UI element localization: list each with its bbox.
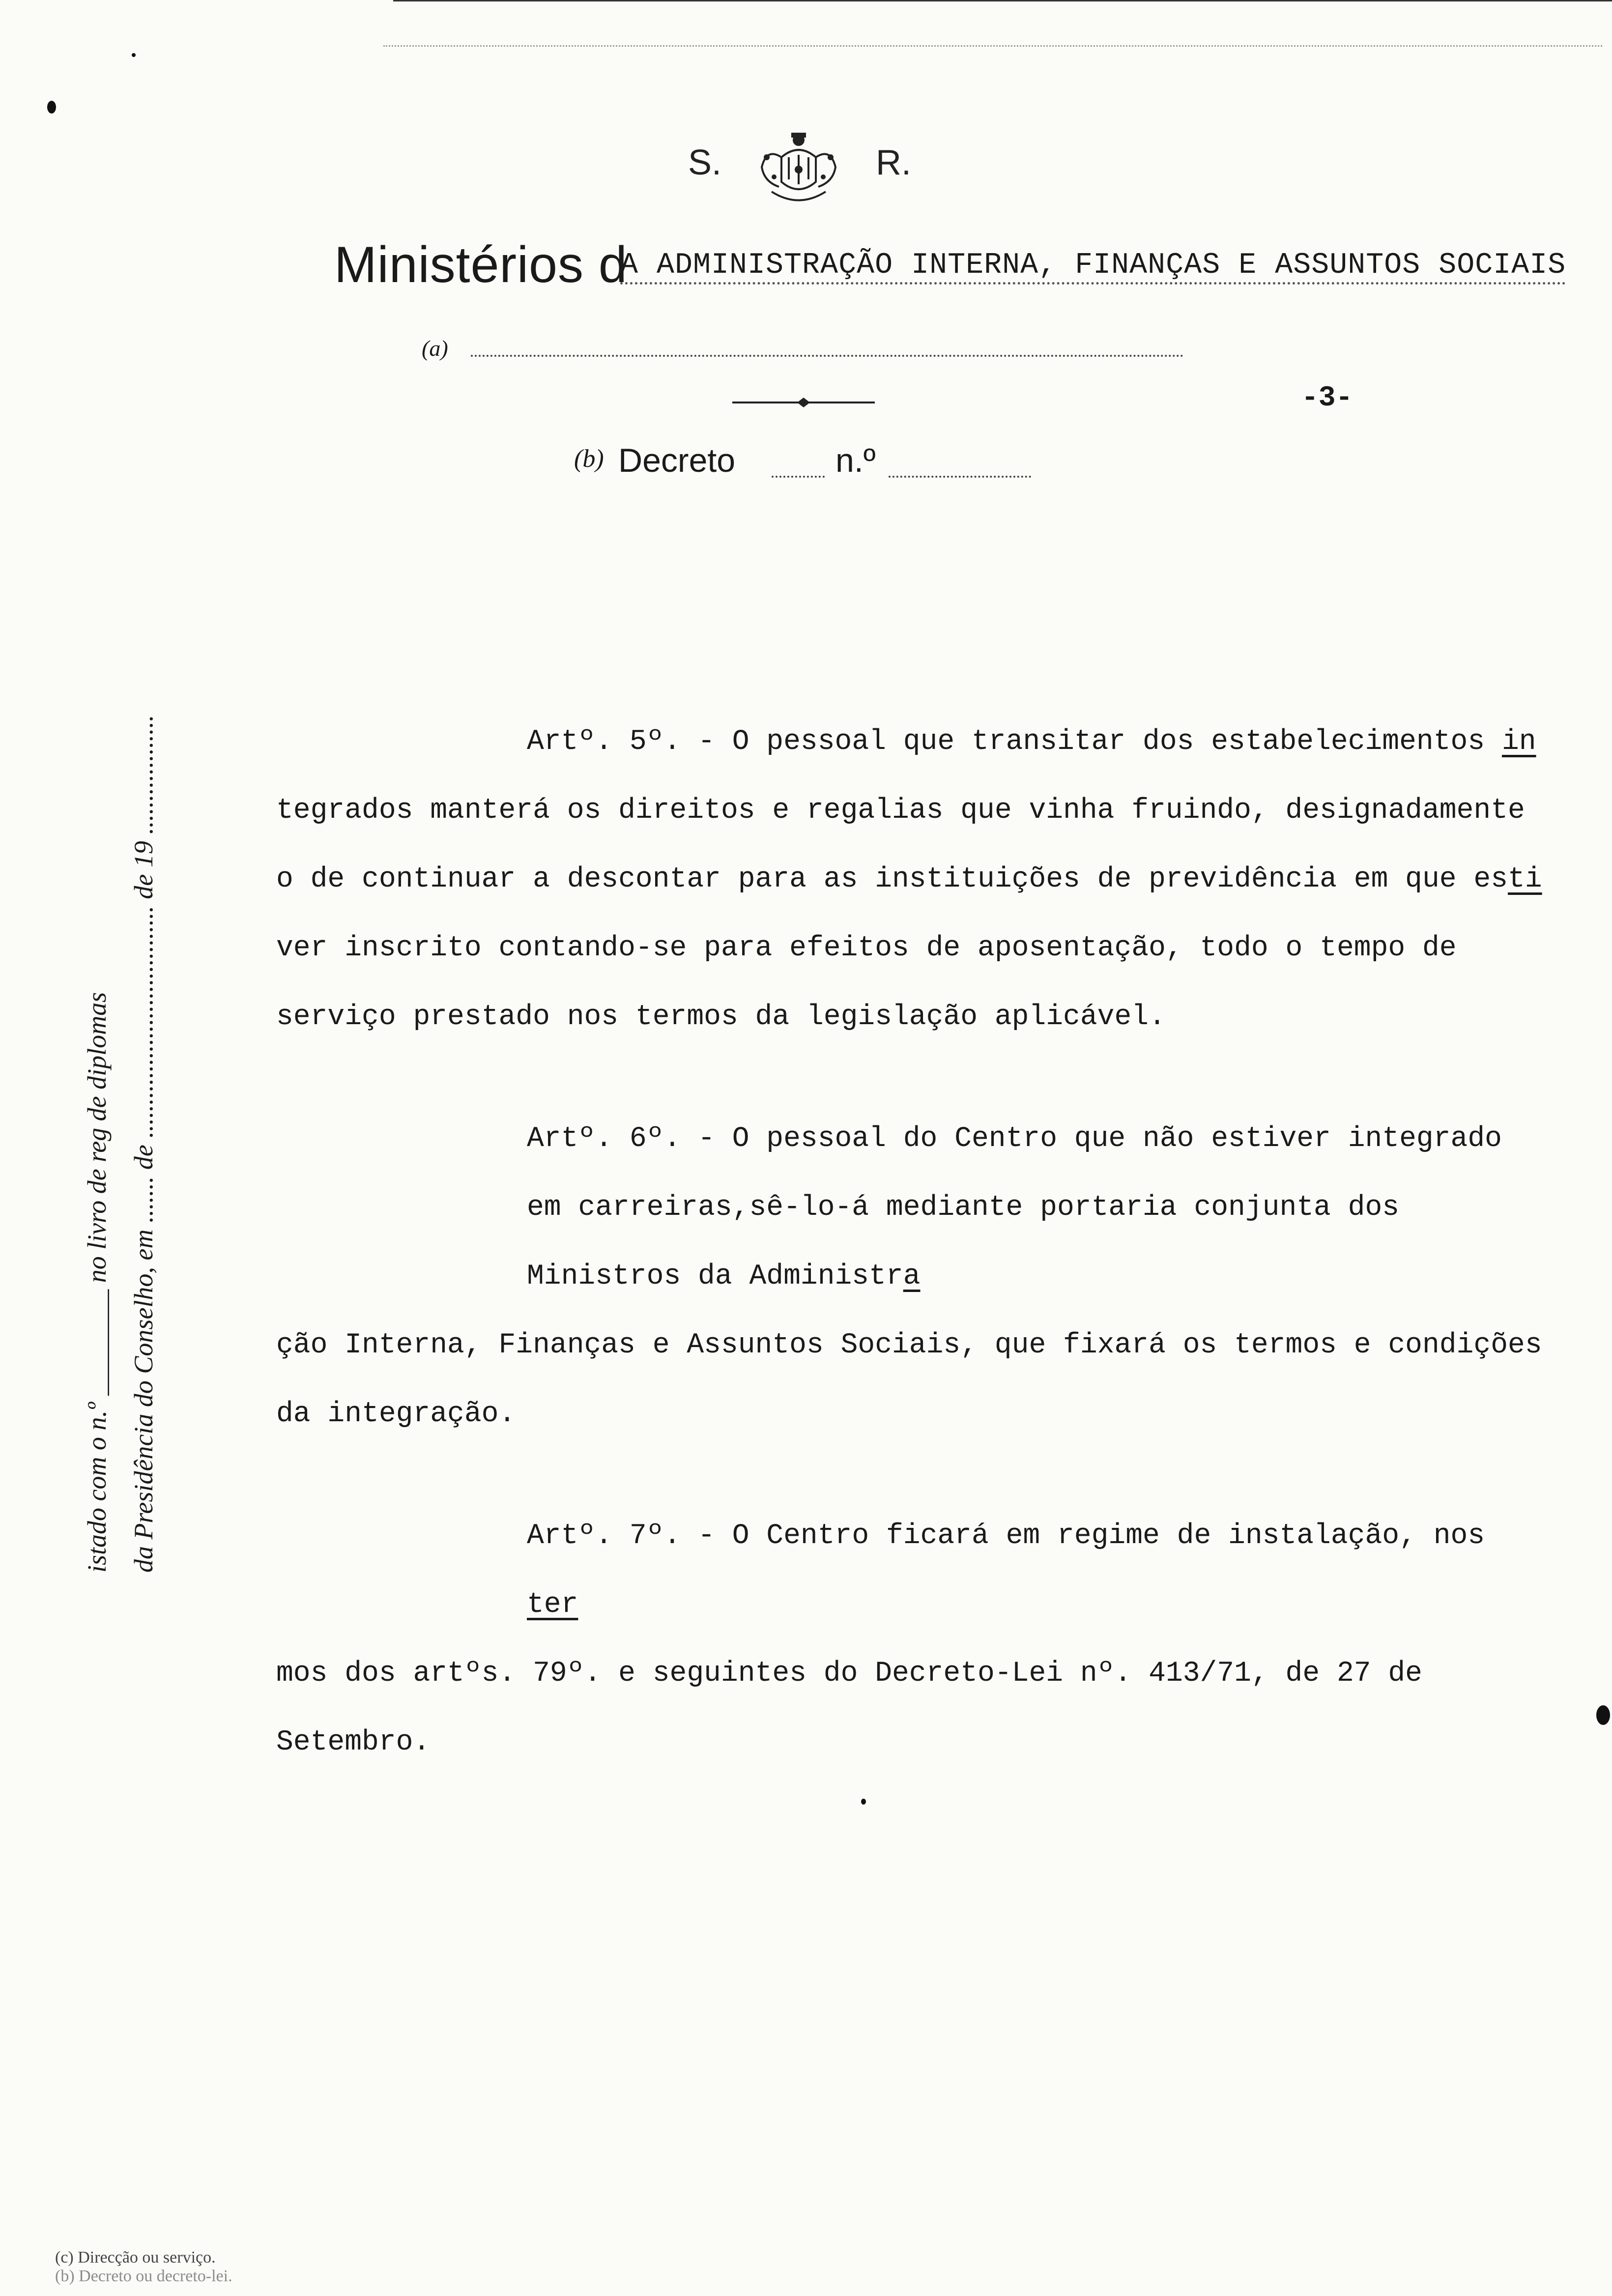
decreto-dotted-line (772, 476, 825, 478)
ink-speck (47, 101, 56, 114)
article-5-text-c: ver inscrito contando-se para efeitos de aposentação, todo o tempo de serviço prestado nos termos da legislação aplicável. (276, 932, 1457, 1033)
margin-registration-note: istado com o n.º ________ no livro de reg de diplomas da Presidência do Conselho, em ....... de ................................... de 19 .................. (82, 715, 158, 1573)
article-7-underlined-1: ter (527, 1589, 578, 1621)
article-5-text-b: tegrados manterá os direitos e regalias que vinha fruindo, designadamente o de continuar a descontar para as instituições de previdência em que es (276, 795, 1525, 895)
ink-speck (132, 53, 136, 57)
decreto-number-label: n.º (835, 442, 876, 479)
margin-note-presidency: da Presidência do Conselho, em (129, 1229, 158, 1573)
article-7-text-b: mos dos artºs. 79º. e seguintes do Decreto-Lei nº. 413/71, de 27 de Setembro. (276, 1658, 1422, 1758)
article-6 (276, 1105, 1544, 1449)
ornament-divider (732, 397, 875, 408)
field-a-dotted-line (471, 355, 1183, 357)
article-5-underlined-2: ti (1508, 863, 1542, 895)
article-5 (276, 708, 1544, 1052)
footnote-c: (c) Direcção ou serviço. (55, 2248, 216, 2267)
footnote-b: (b) Decreto ou decreto-lei. (55, 2267, 232, 2285)
article-5-text-a: O pessoal que transitar dos estabelecimentos (732, 726, 1502, 758)
article-6-underlined-1: a (903, 1261, 921, 1292)
header-letter-s: S. (688, 143, 722, 182)
article-7 (276, 1502, 1544, 1777)
ink-speck (861, 1799, 866, 1805)
header-letter-r: R. (876, 143, 911, 182)
decreto-b-label: (b) (574, 445, 604, 473)
margin-note-book: no livro de reg (82, 1127, 112, 1283)
article-7-text-a: O Centro ficará em regime de instalação, nos (732, 1520, 1485, 1552)
article-6-text-a: O pessoal do Centro que não estiver integrado em carreiras,sê-lo-á mediante portaria conjunta dos Ministros da Administr (527, 1123, 1502, 1292)
decreto-number-dotted-line (889, 476, 1031, 478)
article-6-label: Artº. 6º. - (527, 1123, 715, 1155)
ink-speck (1596, 1705, 1610, 1725)
margin-note-de: de (129, 1145, 158, 1170)
top-border-line (393, 0, 1612, 1)
coat-of-arms-crest-icon (752, 128, 845, 211)
article-5-label: Artº. 5º. - (527, 726, 715, 758)
top-dotted-line (383, 45, 1602, 47)
margin-note-year: de 19 (129, 841, 158, 899)
decree-body (276, 708, 1544, 1777)
field-a-label: (a) (422, 336, 448, 361)
footnotes (55, 2248, 232, 2286)
article-6-text-b: ção Interna, Finanças e Assuntos Sociais, que fixará os termos e condições da integração. (276, 1329, 1542, 1430)
ministry-name-typed: A ADMINISTRAÇÃO INTERNA, FINANÇAS E ASSUNTOS SOCIAIS (620, 249, 1566, 285)
page-number: -3- (1301, 382, 1353, 414)
margin-note-diplomas: de diplomas (82, 992, 112, 1121)
article-5-underlined-1: in (1501, 726, 1536, 758)
decreto-label: Decreto (618, 442, 736, 479)
article-7-label: Artº. 7º. - (527, 1520, 715, 1552)
margin-note-registered: istado com o n.º (82, 1402, 112, 1573)
ministry-heading: Ministérios d (334, 236, 628, 293)
